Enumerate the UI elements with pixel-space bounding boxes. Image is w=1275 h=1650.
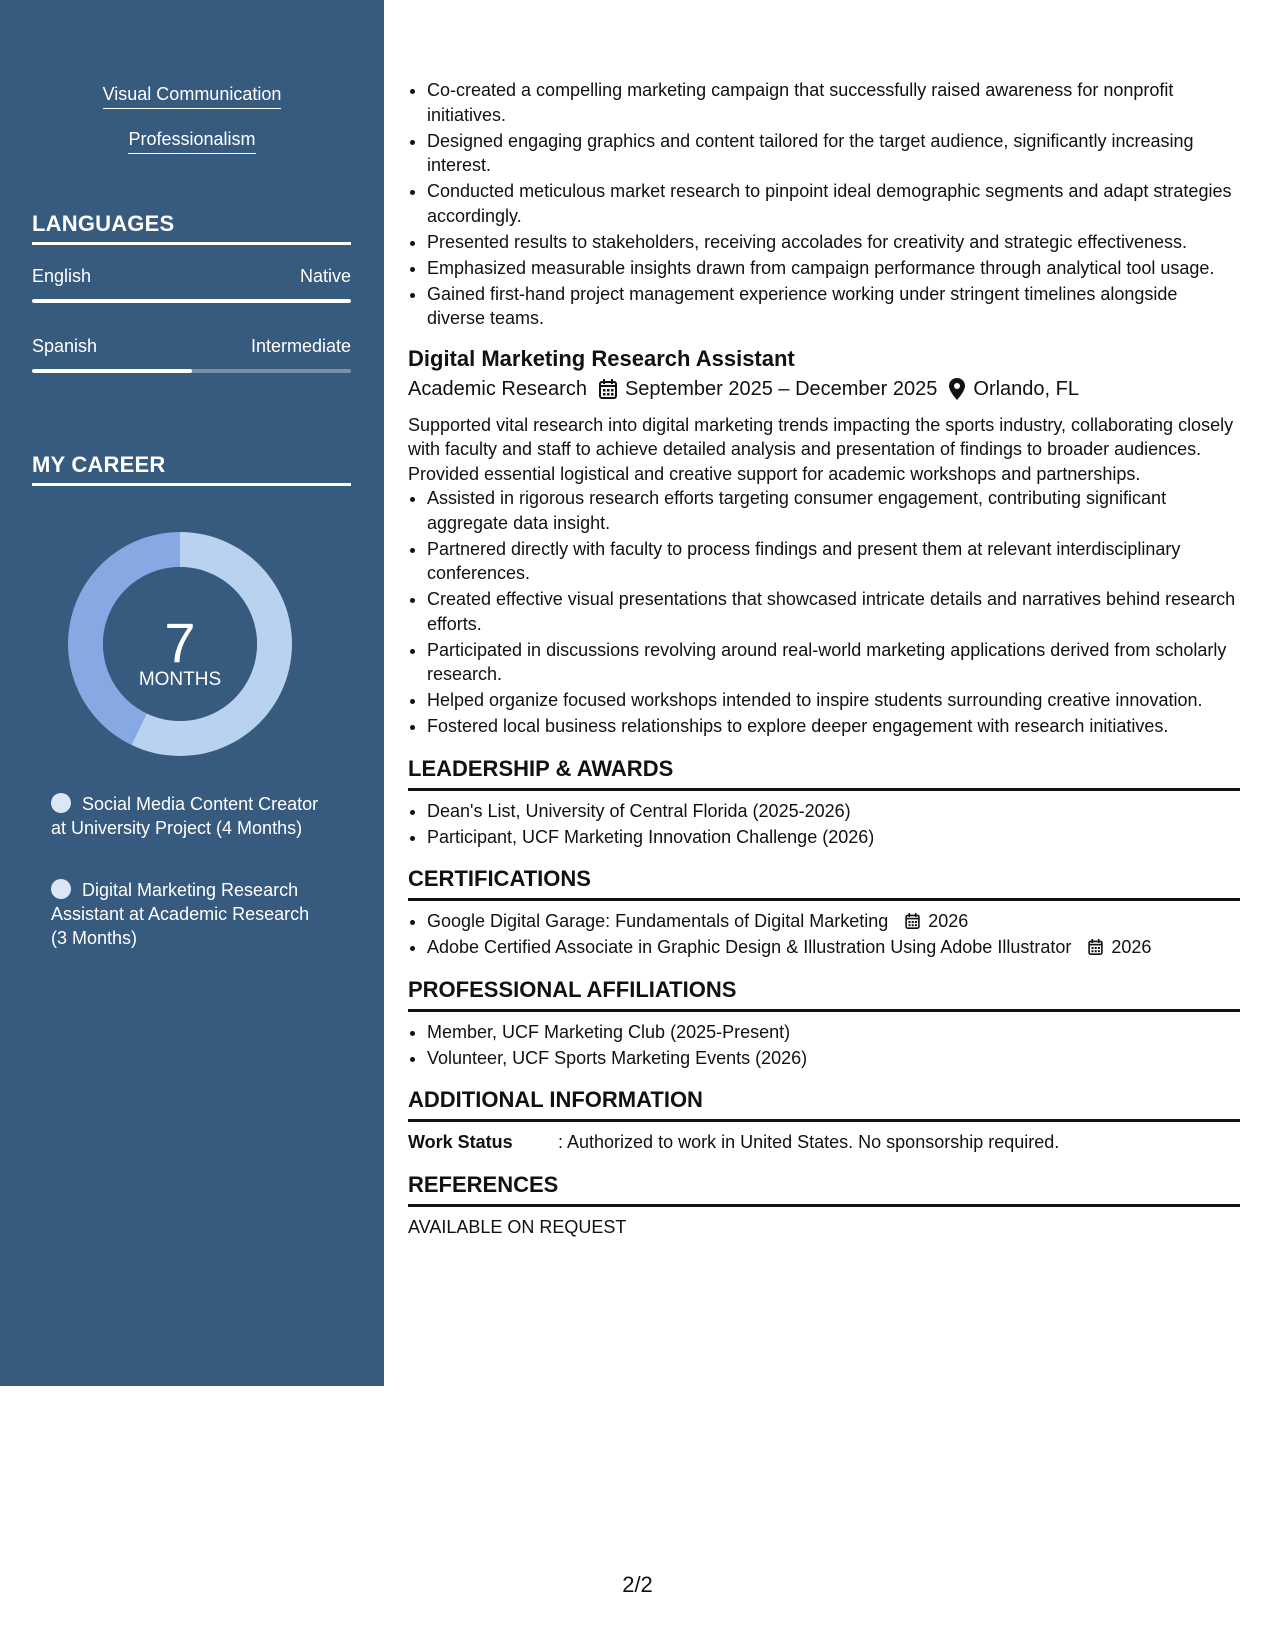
language-row-spanish bbox=[32, 336, 351, 357]
language-name: Spanish bbox=[32, 336, 98, 356]
certifications-heading: CERTIFICATIONS bbox=[408, 865, 1240, 901]
main-content bbox=[408, 78, 1240, 1239]
references-heading: REFERENCES bbox=[408, 1171, 1240, 1207]
calendar-icon bbox=[905, 913, 920, 929]
legend-dot-icon bbox=[51, 793, 71, 813]
skill-label: Visual Communication bbox=[103, 84, 282, 109]
affiliations-list bbox=[408, 1020, 1240, 1071]
language-name: English bbox=[32, 266, 92, 286]
work-status-value: : Authorized to work in United States. No sponsorship required. bbox=[558, 1132, 1060, 1152]
bullet-item: • Created effective visual presentations that showcased intricate details and narratives behind research efforts. bbox=[427, 587, 1240, 636]
bullet-item: • Presented results to stakeholders, receiving accolades for creativity and strategic effectiveness. bbox=[427, 230, 1240, 255]
work-status-row bbox=[408, 1130, 1240, 1155]
job-description: Supported vital research into digital marketing trends impacting the sports industry, collaborating closely with faculty and staff to achieve detailed analysis and presentation of findings to broader audiences. Provided essential logistical and creative support for academic workshops and partnerships. bbox=[408, 414, 1234, 484]
page-number: 2/2 bbox=[622, 1572, 653, 1597]
work-status-label: Work Status bbox=[408, 1132, 513, 1152]
calendar-icon bbox=[1088, 939, 1103, 955]
bullet-item: • Gained first-hand project management experience working under stringent timelines alongside diverse teams. bbox=[427, 282, 1240, 331]
certifications-list bbox=[408, 909, 1240, 960]
location-pin-icon bbox=[949, 378, 965, 400]
job-company: Academic Research bbox=[408, 377, 587, 400]
certification-year: 2026 bbox=[928, 911, 969, 931]
job-meta bbox=[408, 375, 1240, 403]
language-level: Native bbox=[299, 266, 351, 286]
additional-info-heading: ADDITIONAL INFORMATION bbox=[408, 1086, 1240, 1122]
previous-job-bullets bbox=[408, 78, 1240, 331]
bullet-item: • Volunteer, UCF Sports Marketing Events (2026) bbox=[427, 1046, 1240, 1071]
sidebar bbox=[0, 0, 384, 1386]
language-bar-spanish bbox=[32, 369, 351, 373]
certification-name: Adobe Certified Associate in Graphic Design & Illustration Using Adobe Illustrator bbox=[427, 937, 1072, 957]
career-legend-item bbox=[51, 878, 321, 950]
career-heading: MY CAREER bbox=[32, 452, 351, 486]
bullet-item: • Co-created a compelling marketing campaign that successfully raised awareness for nonprofit initiatives. bbox=[427, 78, 1240, 127]
skill-label: Professionalism bbox=[128, 129, 255, 154]
career-legend-item bbox=[51, 792, 321, 840]
leadership-heading: LEADERSHIP & AWARDS bbox=[408, 755, 1240, 791]
certification-name: Google Digital Garage: Fundamentals of Digital Marketing bbox=[427, 911, 889, 931]
bullet-item: • Emphasized measurable insights drawn from campaign performance through analytical tool usage. bbox=[427, 256, 1240, 281]
job-title: Digital Marketing Research Assistant bbox=[408, 345, 795, 371]
affiliations-heading: PROFESSIONAL AFFILIATIONS bbox=[408, 976, 1240, 1012]
career-unit: MONTHS bbox=[138, 669, 222, 690]
bullet-item: • Participant, UCF Marketing Innovation Challenge (2026) bbox=[427, 825, 1240, 850]
bullet-item: • Partnered directly with faculty to process findings and present them at relevant interdisciplinary conferences. bbox=[427, 537, 1240, 586]
references-text: AVAILABLE ON REQUEST bbox=[408, 1216, 627, 1237]
bullet-item: • Helped organize focused workshops intended to inspire students surrounding creative innovation. bbox=[427, 688, 1240, 713]
career-donut-chart bbox=[60, 524, 300, 764]
legend-label: Digital Marketing Research Assistant at Academic Research (3 Months) bbox=[51, 880, 310, 948]
bullet-item: • Designed engaging graphics and content tailored for the target audience, significantly increasing interest. bbox=[427, 129, 1240, 178]
legend-label: Social Media Content Creator at University Project (4 Months) bbox=[51, 794, 319, 838]
leadership-list bbox=[408, 799, 1240, 850]
career-total: 7 bbox=[164, 611, 196, 674]
bullet-item: • Assisted in rigorous research efforts targeting consumer engagement, contributing significant aggregate data insight. bbox=[427, 486, 1240, 535]
certification-year: 2026 bbox=[1111, 937, 1152, 957]
calendar-icon bbox=[599, 379, 617, 399]
bullet-item: • Fostered local business relationships to explore deeper engagement with research initiatives. bbox=[427, 714, 1240, 739]
bullet-item: • Member, UCF Marketing Club (2025-Present) bbox=[427, 1020, 1240, 1045]
certification-item bbox=[427, 935, 1240, 960]
language-level: Intermediate bbox=[250, 336, 351, 356]
language-bar-english bbox=[32, 299, 351, 303]
languages-heading: LANGUAGES bbox=[32, 211, 351, 245]
certification-item bbox=[427, 909, 1240, 934]
language-bar-fill bbox=[32, 299, 351, 303]
job-dates: September 2025 – December 2025 bbox=[624, 377, 938, 400]
bullet-item: • Participated in discussions revolving around real-world marketing applications derived from scholarly research. bbox=[427, 638, 1240, 687]
job-bullets bbox=[408, 486, 1240, 739]
bullet-item: • Dean's List, University of Central Florida (2025-2026) bbox=[427, 799, 1240, 824]
bullet-item: • Conducted meticulous market research to pinpoint ideal demographic segments and adapt strategies accordingly. bbox=[427, 179, 1240, 228]
skill-link-professionalism[interactable] bbox=[0, 129, 384, 154]
skill-link-visual-communication[interactable] bbox=[0, 84, 384, 109]
job-location: Orlando, FL bbox=[973, 377, 1079, 400]
legend-dot-icon bbox=[51, 879, 71, 899]
language-row-english bbox=[32, 266, 351, 287]
language-bar-fill bbox=[32, 369, 192, 373]
